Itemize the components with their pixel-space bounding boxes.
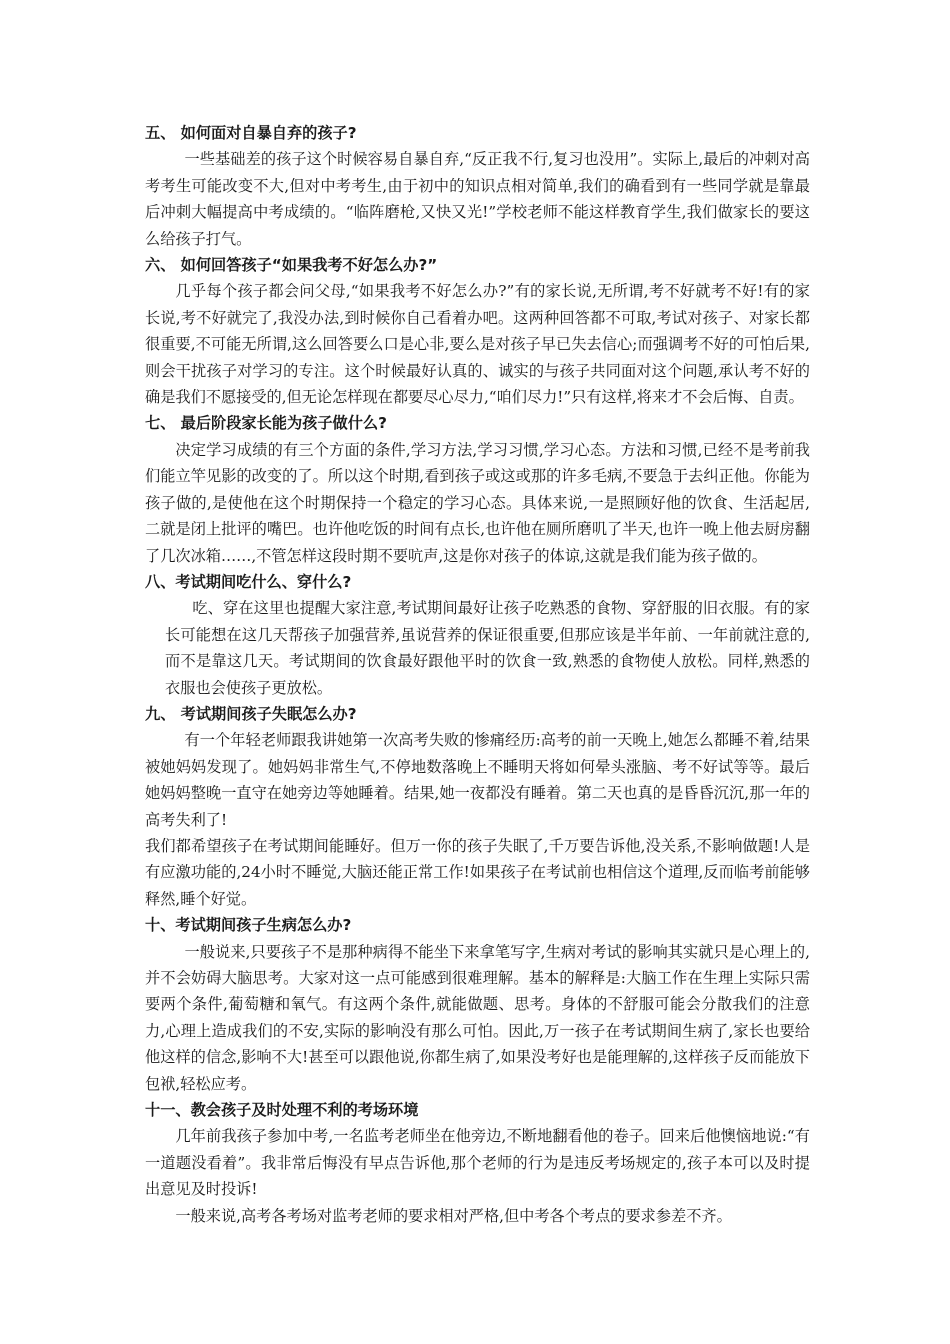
section-heading: 九、 考试期间孩子失眠怎么办?: [145, 704, 357, 723]
paragraph: 一般来说,高考各考场对监考老师的要求相对严格,但中考各个考点的要求参差不齐。: [175, 1206, 732, 1225]
paragraph: 几年前我孩子参加中考,一名监考老师坐在他旁边,不断地翻看他的卷子。回来后他懊恼地说:“有一道题没看着”。我非常后悔没有早点告诉他,那个老师的行为是违反考场规定的,孩子本可以及时提出意见及时投诉!: [145, 1127, 810, 1199]
section-heading: 八、考试期间吃什么、穿什么?: [145, 572, 352, 591]
section-6: [145, 252, 810, 410]
paragraph: 我们都希望孩子在考试期间能睡好。但万一你的孩子失眠了,千万要告诉他,没关系,不影响做题!人是有应激功能的,24小时不睡觉,大脑还能正常工作!如果孩子在考试前也相信这个道理,反而临考前能够释然,睡个好觉。: [145, 836, 810, 908]
section-heading: 十一、教会孩子及时处理不利的考场环境: [145, 1101, 419, 1120]
section-8: [145, 569, 810, 701]
paragraph: 有一个年轻老师跟我讲她第一次高考失败的惨痛经历:高考的前一天晚上,她怎么都睡不着,结果被她妈妈发现了。她妈妈非常生气,不停地数落晚上不睡明天将如何晕头涨脑、考不好试等等。最后她妈妈整晚一直守在她旁边等她睡着。结果,她一夜都没有睡着。第二天也真的是昏昏沉沉,那一年的高考失利了!: [145, 731, 810, 829]
paragraph: 吃、穿在这里也提醒大家注意,考试期间最好让孩子吃熟悉的食物、穿舒服的旧衣服。有的家长可能想在这几天帮孩子加强营养,虽说营养的保证很重要,但那应该是半年前、一年前就注意的,而不是靠这几天。考试期间的饮食最好跟他平时的饮食一致,熟悉的食物使人放松。同样,熟悉的衣服也会使孩子更放松。: [165, 599, 810, 697]
section-10: [145, 912, 810, 1097]
paragraph: 一般说来,只要孩子不是那种病得不能坐下来拿笔写字,生病对考试的影响其实就只是心理上的,并不会妨碍大脑思考。大家对这一点可能感到很难理解。基本的解释是:大脑工作在生理上实际只需要两个条件,葡萄糖和氧气。有这两个条件,就能做题、思考。身体的不舒服可能会分散我们的注意力,心理上造成我们的不安,实际的影响没有那么可怕。因此,万一孩子在考试期间生病了,家长也要给他这样的信念,影响不大!甚至可以跟他说,你都生病了,如果没考好也是能理解的,这样孩子反而能放下包袱,轻松应考。: [145, 942, 810, 1093]
paragraph: 几乎每个孩子都会问父母,“如果我考不好怎么办?”有的家长说,无所谓,考不好就考不好!有的家长说,考不好就完了,我没办法,到时候你自己看着办吧。这两种回答都不可取,考试对孩子、对家长都很重要,不可能无所谓,这么回答要么口是心非,要么是对孩子早已失去信心;而强调考不好的可怕后果,则会干扰孩子对学习的专注。这个时候最好认真的、诚实的与孩子共同面对这个问题,承认考不好的确是我们不愿接受的,但无论怎样现在都要尽心尽力,“咱们尽力!”只有这样,将来才不会后悔、自责。: [145, 282, 810, 407]
section-9: [145, 701, 810, 912]
section-heading: 六、 如何回答孩子“如果我考不好怎么办?”: [145, 256, 438, 275]
paragraph: 一些基础差的孩子这个时候容易自暴自弃,“反正我不行,复习也没用”。实际上,最后的冲刺对高考考生可能改变不大,但对中考考生,由于初中的知识点相对简单,我们的确看到有一些同学就是靠最后冲刺大幅提高中考成绩的。“临阵磨枪,又快又光!”学校老师不能这样教育学生,我们做家长的要这么给孩子打气。: [145, 150, 810, 248]
section-heading: 七、 最后阶段家长能为孩子做什么?: [145, 414, 387, 433]
section-7: [145, 410, 810, 568]
section-heading: 十、考试期间孩子生病怎么办?: [145, 916, 352, 935]
section-11: [145, 1097, 810, 1229]
section-heading: 五、 如何面对自暴自弃的孩子?: [145, 124, 357, 142]
document-page: [145, 120, 810, 1229]
section-5: [145, 120, 810, 252]
paragraph: 决定学习成绩的有三个方面的条件,学习方法,学习习惯,学习心态。方法和习惯,已经不是考前我们能立竿见影的改变的了。所以这个时期,看到孩子或这或那的许多毛病,不要急于去纠正他。你能为孩子做的,是使他在这个时期保持一个稳定的学习心态。具体来说,一是照顾好他的饮食、生活起居,二就是闭上批评的嘴巴。也许他吃饭的时间有点长,也许他在厕所磨叽了半天,也许一晚上他去厨房翻了几次冰箱……,不管怎样这段时期不要吭声,这是你对孩子的体谅,这就是我们能为孩子做的。: [145, 440, 810, 565]
